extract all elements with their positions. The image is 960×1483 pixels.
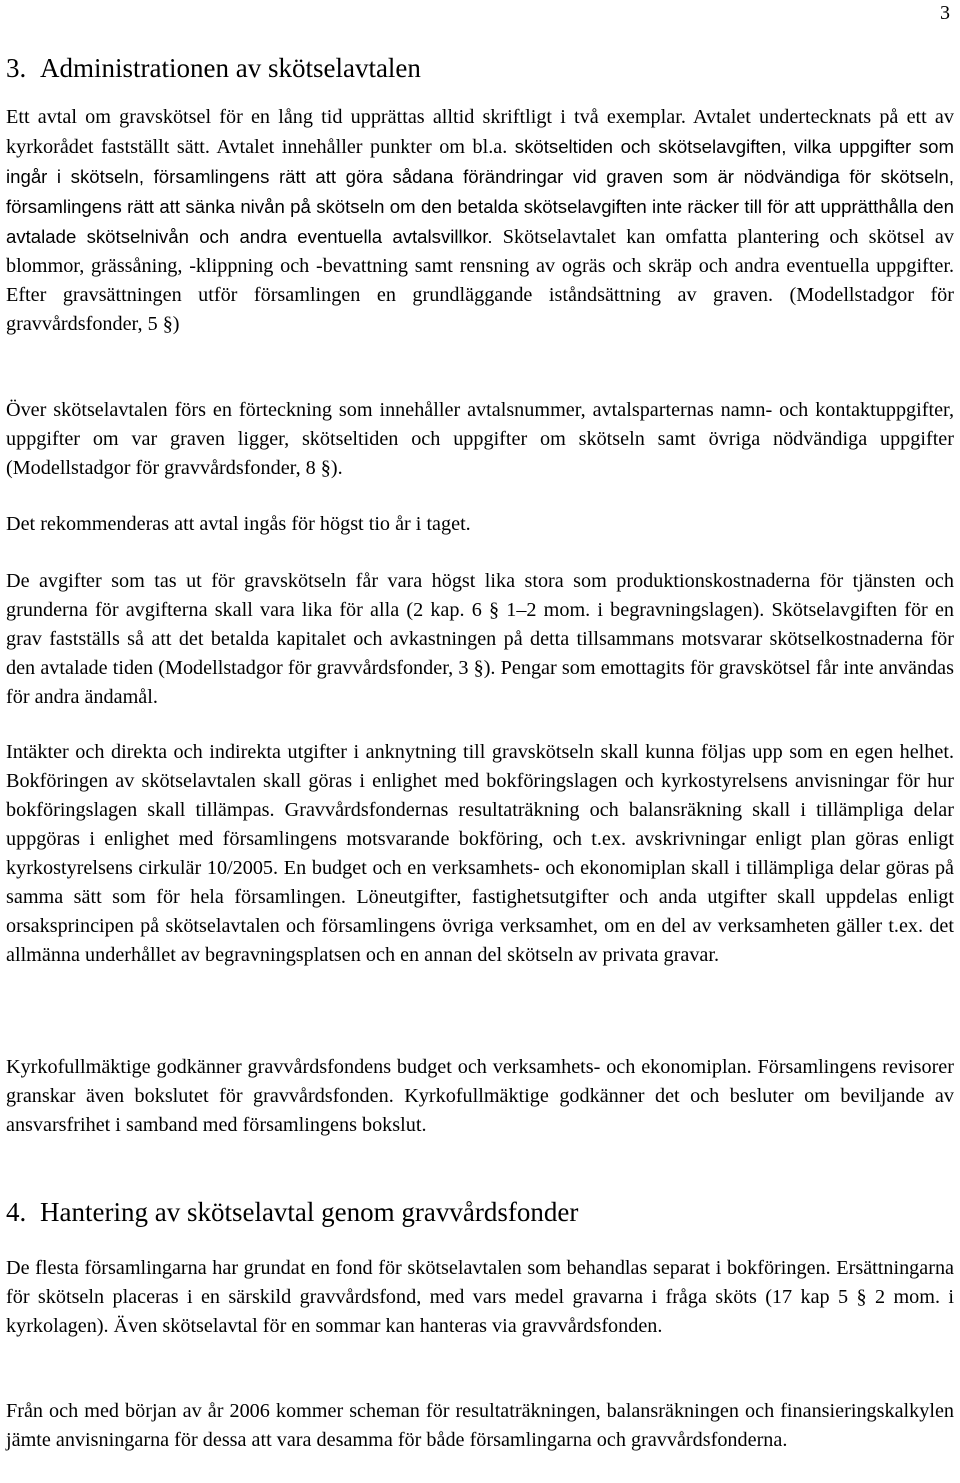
paragraph-approval: Kyrkofullmäktige godkänner gravvårdsfondens budget och verksamhets- och ekonomiplan. Församlingens revisorer granskar även bokslutet för gravvårdsfonden. Kyrkofullmäktige godkänner det och besluter om beviljande av ansvarsfrihet i samband med församlingens bokslut. [6,1056,954,1136]
paragraph-schemes: Från och med början av år 2006 kommer scheman för resultaträkningen, balansräkningen och finansieringskalkylen jämte anvisningarna för dessa att vara desamma för både församlingarna och gravvårdsfonderna. [6,1400,954,1451]
paragraph-agreement-part-2: skötseltiden och skötselavgiften, vilka uppgifter som ingår i skötseln, församlingens rätt att göra sådana förändringar vid graven som är nödvändiga för skötseln, församlingens rätt att sänka nivån på skötseln om den betalda skötselavgiften inte räcker till för att upprätthålla den avtalade skötselnivån och andra eventuella avtalsvillkor. [6,136,954,247]
section-3-heading [6,52,421,84]
section-4-heading [6,1196,578,1228]
section-4-title: Hantering av skötselavtal genom gravvårdsfonder [40,1197,579,1227]
paragraph-accounting: Intäkter och direkta och indirekta utgifter i anknytning till gravskötseln skall kunna följas upp som en egen helhet. Bokföringen av skötselavtalen skall göras i enlighet med bokföringslagen och kyrkostyrelsens anvisningar för hur bokföringslagen skall tillämpas. Gravvårdsfondernas resultaträkning och balansräkning skall i tillämpliga delar uppgöras i enlighet med församlingens motsvarande bokföring, och t.ex. avskrivningar enligt plan göras enligt kyrkostyrelsens cirkulär 10/2005. En budget och en verksamhets- och ekonomiplan skall i tillämpliga delar göras på samma sätt som för hela församlingen. Löneutgifter, fastighetsutgifter och anda utgifter skall uppdelas enligt orsaksprincipen på skötselavtalen och församlingens övriga verksamhet, om en del av verksamheten gäller t.ex. det allmänna underhållet av begravningsplatsen och en annan del skötseln av privata gravar. [6,741,954,966]
paragraph-agreement-part-1: Ett avtal om gravskötsel för en lång tid upprättas alltid skriftligt i två exemplar. Avtalet undertecknats på ett av kyrkorådet fastställt sätt. Avtalet innehåller punkter om bl.a. [6,106,954,158]
paragraph-recommendation: Det rekommenderas att avtal ingås för högst tio år i taget. [6,513,471,535]
paragraph-register: Över skötselavtalen förs en förteckning som innehåller avtalsnummer, avtalsparternas namn- och kontaktuppgifter, uppgifter om var graven ligger, skötseltiden och uppgifter om skötseln samt övriga nödvändiga uppgifter (Modellstadgor för gravvårdsfonder, 8 §). [6,399,954,479]
section-4-number: 4. [6,1197,27,1227]
section-3-title: Administrationen av skötselavtalen [40,53,421,83]
paragraph-agreement-part-3: Skötselavtalet kan omfatta plantering och skötsel av blommor, grässåning, -klippning och -bevattning samt rensning av ogräs och skräp och andra eventuella uppgifter. Efter gravsättningen utför församlingen en grundläggande iståndsättning av graven. (Modellstadgor för gravvårdsfonder, 5 §) [6,226,954,335]
paragraph-fees: De avgifter som tas ut för gravskötseln får vara högst lika stora som produktionskostnaderna för tjänsten och grunderna för avgifterna skall vara lika för alla (2 kap. 6 § 1–2 mom. i begravningslagen). Skötselavgiften för en grav fastställs så att det betalda kapitalet och avkastningen på detta tillsammans motsvarar skötselkostnaderna för den avtalade tiden (Modellstadgor för gravvårdsfonder, 3 §). Pengar som emottagits för gravskötsel får inte användas för andra ändamål. [6,570,954,708]
section-3-number: 3. [6,53,27,83]
page-number: 3 [940,2,950,24]
paragraph-agreement [6,103,954,339]
paragraph-funds: De flesta församlingarna har grundat en fond för skötselavtalen som behandlas separat i bokföringen. Ersättningarna för skötseln placeras i en särskild gravvårdsfond, med vars medel gravarna i fråga sköts (17 kap 5 § 2 mom. i kyrkolagen). Även skötselavtal för en sommar kan hanteras via gravvårdsfonden. [6,1257,954,1337]
